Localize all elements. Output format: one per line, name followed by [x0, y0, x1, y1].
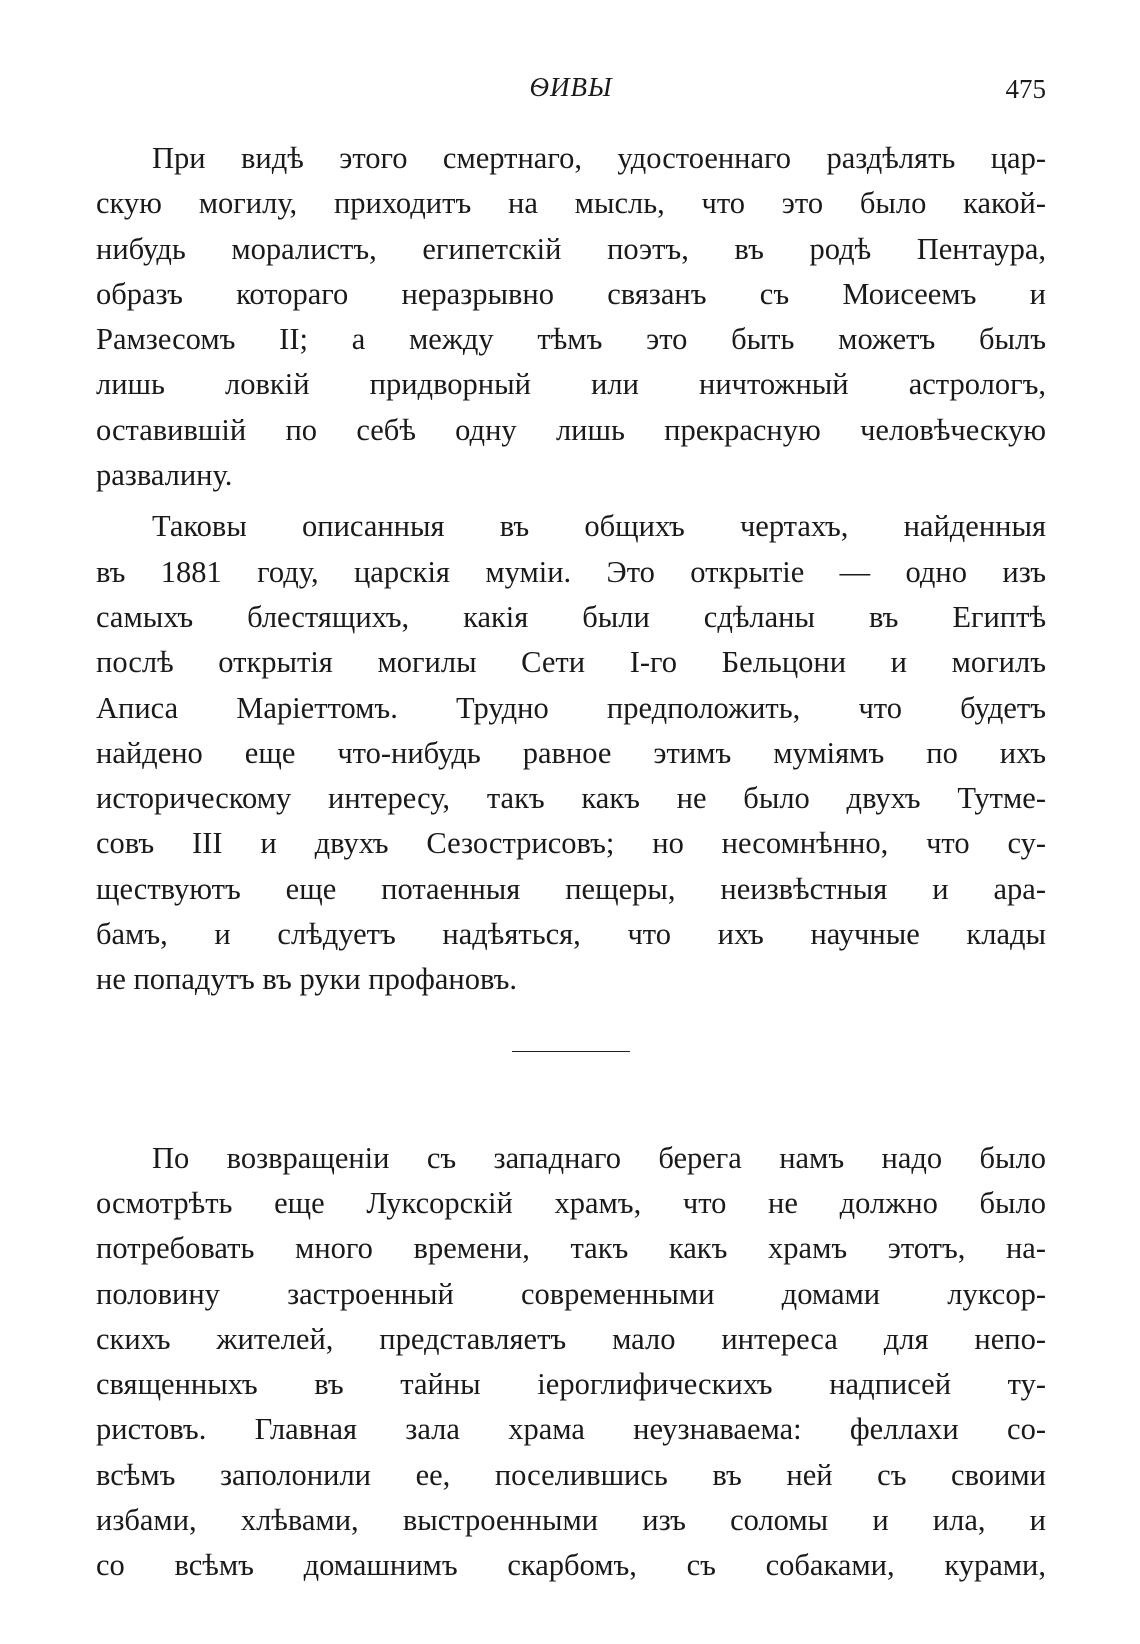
running-header [96, 62, 1046, 122]
text-line: не попадутъ въ руки профановъ. [96, 962, 518, 997]
text-line: найдено еще что-нибудь равное этимъ муміямъ по ихъ [96, 735, 1046, 770]
book-page [96, 62, 1046, 1589]
text-line: всѣмъ заполонили ее, поселившись въ ней съ своими [96, 1457, 1046, 1492]
text-line: лишь ловкій придворный или ничтожный астрологъ, [96, 367, 1046, 402]
text-line: осмотрѣть еще Луксорскій храмъ, что не должно было [96, 1185, 1046, 1220]
text-line: Таковы описанныя въ общихъ чертахъ, найденныя [152, 509, 1046, 544]
text-line: совъ III и двухъ Сезострисовъ; но несомнѣнно, что су- [96, 826, 1046, 861]
text-line: избами, хлѣвами, выстроенными изъ соломы и ила, и [96, 1503, 1046, 1538]
text-line: со всѣмъ домашнимъ скарбомъ, съ собаками, курами, [96, 1548, 1046, 1583]
text-line: ществуютъ еще потаенныя пещеры, неизвѣстныя и ара- [96, 871, 1046, 906]
paragraph-3 [96, 1136, 1046, 1589]
text-line: скихъ жителей, представляетъ мало интереса для непо- [96, 1321, 1046, 1356]
text-line: скую могилу, приходитъ на мысль, что это было какой- [96, 186, 1046, 221]
paragraph-1 [96, 136, 1046, 498]
text-line: потребовать много времени, такъ какъ храмъ этотъ, на- [96, 1231, 1046, 1266]
text-line: нибудь моралистъ, египетскій поэтъ, въ родѣ Пентаура, [96, 231, 1046, 266]
text-line: священныхъ въ тайны іероглифическихъ надписей ту- [96, 1367, 1046, 1402]
text-line: половину застроенный современными домами луксор- [96, 1276, 1046, 1311]
text-line: Аписа Маріеттомъ. Трудно предположить, что будетъ [96, 690, 1046, 725]
text-line: По возвращеніи съ западнаго берега намъ надо было [152, 1140, 1046, 1175]
text-line: историческому интересу, такъ какъ не было двухъ Тутме- [96, 781, 1046, 816]
section-divider [512, 1051, 630, 1052]
text-line: Рамзесомъ II; а между тѣмъ это быть можетъ былъ [96, 322, 1046, 357]
text-line: При видѣ этого смертнаго, удостоеннаго раздѣлять цар- [152, 141, 1046, 175]
running-title: ѲИВЫ [529, 72, 613, 102]
paragraph-2 [96, 504, 1046, 1002]
text-line: бамъ, и слѣдуетъ надѣяться, что ихъ научные клады [96, 917, 1046, 952]
text-line: въ 1881 году, царскія муміи. Это открытіе — одно изъ [96, 554, 1046, 589]
text-line: оставившій по себѣ одну лишь прекрасную человѣческую [96, 412, 1046, 447]
text-line: послѣ открытія могилы Сети I-го Бельцони и могилъ [96, 645, 1046, 680]
text-line: образъ котораго неразрывно связанъ съ Моисеемъ и [96, 276, 1046, 311]
text-line: развалину. [96, 458, 233, 493]
text-line: самыхъ блестящихъ, какія были сдѣланы въ Египтѣ [96, 599, 1046, 634]
page-number: 475 [1005, 74, 1046, 104]
text-line: ристовъ. Главная зала храма неузнаваема: феллахи со- [96, 1412, 1046, 1447]
